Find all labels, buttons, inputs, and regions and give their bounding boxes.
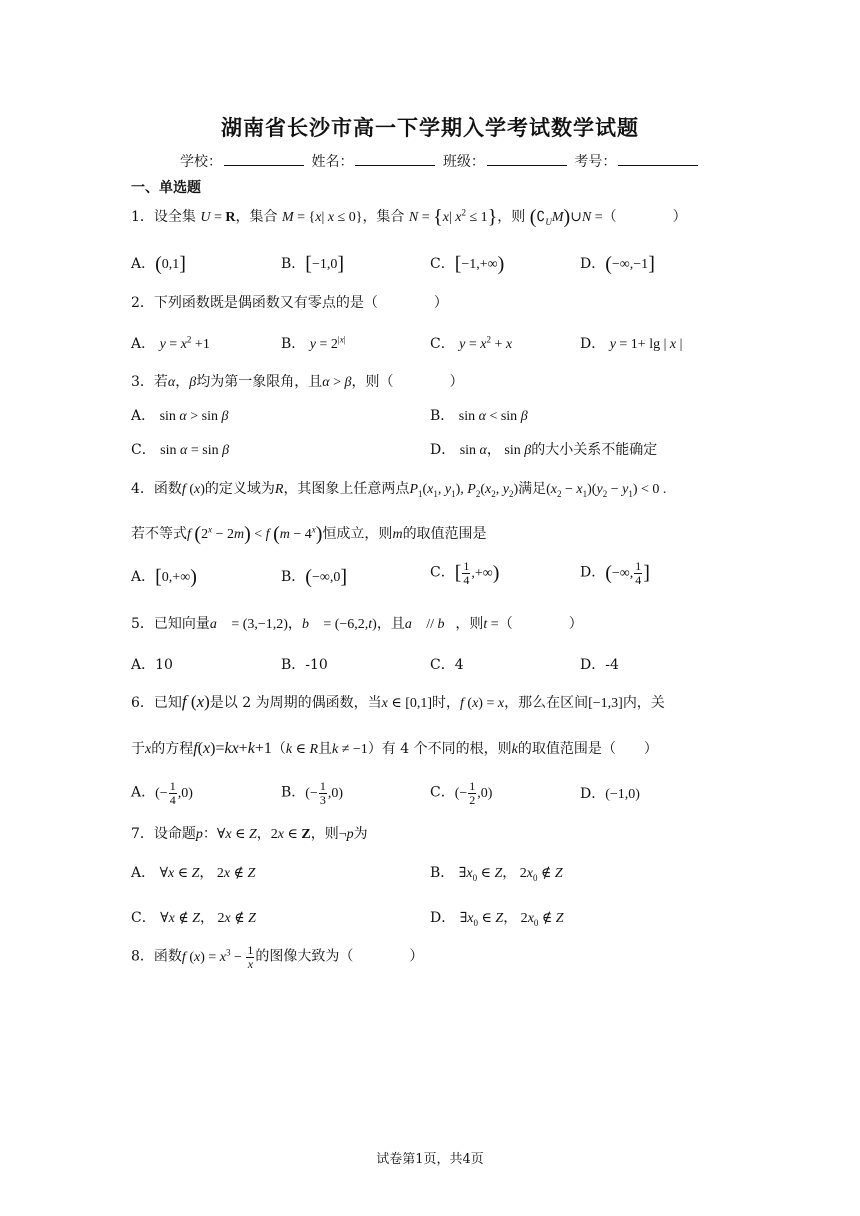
q5-vectors: a⃗ = (3,−1,2)，b⃗ = (−6,2,t) bbox=[209, 617, 377, 632]
q3-alpha: α bbox=[167, 375, 176, 390]
option-math: (0,1] bbox=[155, 253, 186, 275]
question-8 bbox=[131, 944, 423, 971]
option-label: B． bbox=[430, 865, 455, 881]
option-math: sin α > sin β bbox=[159, 409, 229, 424]
q2-option-c[interactable] bbox=[430, 333, 512, 353]
q1-math-n: N = {x| $x^2 \le 1$} bbox=[408, 206, 498, 228]
q1-math-expr: $(∁_UM)\cup N$ = bbox=[529, 206, 603, 228]
student-info-line bbox=[180, 151, 701, 171]
q7-option-a[interactable] bbox=[131, 862, 255, 882]
q1-text-b: ，集合 bbox=[235, 209, 278, 225]
q6-text-h: （ bbox=[271, 741, 286, 757]
q7-option-c[interactable] bbox=[131, 907, 256, 927]
q6-eq: f(x)=kx+k+1 bbox=[193, 740, 272, 757]
q4-points: $P_1(x_1$, $y_1$), $P_2(x_2$, $y_2$) bbox=[409, 482, 519, 499]
option-label: C． bbox=[430, 256, 455, 272]
option-label: B． bbox=[281, 256, 306, 272]
q6-x: x bbox=[145, 742, 152, 757]
q4-text-e: 若不等式 bbox=[131, 526, 187, 542]
option-math: ∀x ∉ Z， 2x ∉ Z bbox=[160, 911, 256, 926]
q5-text-b: ，且 bbox=[376, 616, 405, 632]
q7-p: p bbox=[195, 827, 203, 842]
q7-option-d[interactable] bbox=[430, 907, 564, 928]
q5-parallel: a⃗ // b⃗ bbox=[404, 617, 456, 632]
option-math: (− $\frac{1}{2}$ ,0) bbox=[454, 779, 493, 807]
q2-option-d[interactable] bbox=[580, 333, 682, 353]
q1-text-d: ，则 bbox=[497, 209, 526, 225]
q3-cond: α > β bbox=[322, 375, 352, 390]
section-heading: 一、单选题 bbox=[131, 180, 201, 196]
question-number: 7． bbox=[131, 826, 154, 842]
q6-text-g: 的方程 bbox=[151, 741, 194, 757]
q4-option-b[interactable] bbox=[281, 566, 347, 589]
answer-paren: （ ） bbox=[498, 616, 583, 632]
option-label: C． bbox=[131, 442, 156, 458]
page-title: 湖南省长沙市高一下学期入学考试数学试题 bbox=[221, 116, 639, 140]
option-label: A． bbox=[131, 336, 156, 352]
q3-text-b: ， bbox=[175, 374, 190, 390]
q5-text-a: 已知向量 bbox=[153, 616, 210, 632]
q3-option-d[interactable] bbox=[430, 439, 657, 459]
q1-option-b[interactable] bbox=[281, 253, 344, 276]
q6-text-i: 且 bbox=[318, 741, 332, 757]
q4-text-b: 的定义域为 bbox=[204, 481, 275, 497]
q5-option-c[interactable]: C．4 bbox=[430, 657, 464, 673]
option-math: $y = x^2 +1$ bbox=[159, 334, 210, 352]
option-math: $y = x^2 + x$ bbox=[459, 334, 513, 352]
q6-option-b[interactable] bbox=[281, 780, 343, 807]
question-number: 4． bbox=[131, 481, 154, 497]
option-label: B． bbox=[430, 408, 455, 424]
q3-text-c: 均为第一象限角，且 bbox=[196, 374, 323, 390]
q2-option-b[interactable] bbox=[281, 333, 346, 353]
option-label: A． bbox=[131, 569, 156, 585]
q6-interval: [−1,3] bbox=[588, 696, 623, 711]
q7-option-b[interactable] bbox=[430, 862, 563, 883]
option-label: D． bbox=[430, 442, 456, 458]
option-label: D． bbox=[580, 786, 606, 802]
q2-option-a[interactable] bbox=[131, 333, 210, 353]
q4-option-d[interactable] bbox=[580, 560, 650, 587]
question-6-line2 bbox=[131, 738, 658, 758]
q1-text-c: ，集合 bbox=[362, 209, 405, 225]
option-label: A． bbox=[131, 784, 156, 801]
option-math: sin α < sin β bbox=[458, 409, 528, 424]
q5-option-b[interactable]: B．-10 bbox=[281, 657, 328, 673]
q7-notp: ¬p bbox=[338, 827, 354, 842]
question-number: 8． bbox=[131, 948, 154, 965]
option-label: C． bbox=[430, 784, 455, 801]
school-blank[interactable] bbox=[224, 153, 304, 166]
q4-option-a[interactable] bbox=[131, 566, 197, 589]
name-label: 姓名： bbox=[311, 154, 354, 170]
option-math: (−∞, $\frac{1}{4}$ ] bbox=[605, 559, 650, 587]
question-number: 1． bbox=[131, 209, 154, 225]
q4-r: R bbox=[274, 482, 284, 497]
q6-kne: k ≠ −1 bbox=[332, 742, 368, 757]
q6-text-a: 已知 bbox=[153, 695, 182, 711]
q4-m: m bbox=[392, 527, 403, 542]
option-math: [ $\frac{1}{4}$ ,+∞) bbox=[454, 559, 500, 587]
option-label: D． bbox=[580, 256, 606, 272]
q1-math-m: M = {x| x ≤ 0} bbox=[281, 210, 363, 225]
option-math: (− $\frac{1}{3}$ ,0) bbox=[305, 779, 344, 807]
q1-option-c[interactable] bbox=[430, 253, 504, 276]
option-label: C． bbox=[131, 910, 156, 926]
q6-text-j: ）有 4 个不同的根，则 bbox=[367, 741, 512, 757]
option-math: $\exists x_0$ ∈ Z， $2x_0$ ∉ Z bbox=[458, 866, 563, 883]
option-label: B． bbox=[281, 336, 306, 352]
q6-text-k: 的取值范围是（ ） bbox=[517, 741, 658, 757]
option-math: $\exists x_0$ ∈ Z， $2x_0$ ∉ Z bbox=[459, 911, 564, 928]
q3-option-a[interactable] bbox=[131, 405, 229, 425]
q6-fdef: f (x) = x bbox=[460, 696, 505, 711]
q7-text-c: ， bbox=[256, 826, 271, 842]
question-number: 6． bbox=[131, 695, 154, 711]
q4-text-c: ，其图象上任意两点 bbox=[283, 481, 410, 497]
q6-k: k ∈ R bbox=[285, 742, 318, 757]
question-2 bbox=[131, 292, 448, 312]
q4-text-f: 恒成立，则 bbox=[322, 526, 393, 542]
q6-fx: f (x) bbox=[181, 692, 210, 711]
option-math: (−∞,−1] bbox=[605, 253, 655, 275]
option-label: D． bbox=[430, 910, 456, 926]
q5-t: t = bbox=[483, 617, 499, 632]
q3-text-a: 若 bbox=[153, 374, 168, 390]
option-label: C． bbox=[430, 564, 455, 581]
option-math: (− $\frac{1}{4}$ ,0) bbox=[155, 779, 193, 807]
question-number: 5． bbox=[131, 616, 154, 632]
q7-text-e: 为 bbox=[353, 826, 368, 842]
q7-text-a: 设命题 bbox=[153, 826, 196, 842]
option-math: y = 1+ lg | x | bbox=[609, 337, 683, 352]
q3-beta: β bbox=[189, 375, 197, 390]
option-label: B． bbox=[281, 784, 306, 801]
school-label: 学校： bbox=[180, 154, 222, 170]
q1-option-a[interactable] bbox=[131, 253, 186, 276]
q7-forall: ∀x ∈ Z bbox=[216, 827, 257, 842]
q6-text-c: 时， bbox=[432, 695, 461, 711]
option-math: [0,+∞) bbox=[155, 566, 197, 588]
q5-text-c: ，则 bbox=[455, 616, 484, 632]
class-blank[interactable] bbox=[487, 153, 567, 166]
option-label: A． bbox=[131, 256, 156, 272]
option-math: [−1,0] bbox=[305, 253, 345, 275]
q6-text-d: ，那么在区间 bbox=[504, 695, 589, 711]
question-3 bbox=[131, 371, 464, 391]
q3-text-d: ，则（ ） bbox=[351, 374, 464, 390]
q4-text-g: 的取值范围是 bbox=[402, 526, 487, 542]
option-math: $y = 2^{|x|}$ bbox=[309, 334, 346, 352]
q6-text-f: 于 bbox=[131, 741, 145, 757]
q1-option-d[interactable] bbox=[580, 253, 655, 276]
question-7 bbox=[131, 823, 368, 843]
q4-text-d: 满足 bbox=[518, 481, 547, 497]
name-blank[interactable] bbox=[355, 153, 435, 166]
q6-option-a[interactable] bbox=[131, 780, 193, 807]
question-6 bbox=[131, 692, 665, 712]
page-footer: 试卷第1页，共4页 bbox=[376, 1152, 484, 1167]
q4-option-c[interactable] bbox=[430, 560, 499, 587]
question-4 bbox=[131, 478, 666, 499]
q4-ineq: f $(2^x - 2m) < f$ $(m - 4^x)$ bbox=[187, 523, 323, 545]
q7-text-b: ： bbox=[202, 826, 217, 842]
q4-fx: f (x) bbox=[181, 482, 205, 497]
option-math: [−1,+∞) bbox=[454, 253, 505, 275]
q6-option-d[interactable] bbox=[580, 783, 640, 803]
option-text: 的大小关系不能确定 bbox=[531, 442, 658, 458]
q6-text-b: 是以 2 为周期的偶函数，当 bbox=[209, 695, 382, 711]
question-1 bbox=[131, 206, 687, 229]
answer-paren: （ ） bbox=[602, 209, 687, 225]
option-label: C． bbox=[430, 336, 455, 352]
question-number: 2． bbox=[131, 295, 154, 311]
number-label: 考号： bbox=[574, 154, 617, 170]
q6-range: x ∈ [0,1] bbox=[381, 696, 433, 711]
q6-k2: k bbox=[511, 742, 518, 757]
q7-2x: 2x ∈ Z bbox=[270, 827, 311, 842]
question-number: 3． bbox=[131, 374, 154, 390]
q4-text-a: 函数 bbox=[153, 481, 182, 497]
q1-text-a: 设全集 bbox=[153, 209, 196, 225]
q6-text-e: 内，关 bbox=[622, 695, 665, 711]
q3-option-c[interactable] bbox=[131, 439, 229, 459]
q1-math-u: U = R bbox=[200, 210, 236, 225]
option-label: A． bbox=[131, 865, 156, 881]
option-label: B． bbox=[281, 569, 306, 585]
class-label: 班级： bbox=[442, 154, 485, 170]
q6-option-c[interactable] bbox=[430, 780, 492, 807]
option-math: sin α = sin β bbox=[160, 443, 230, 458]
q5-option-d[interactable]: D．-4 bbox=[580, 657, 619, 673]
q8-text-a: 函数 bbox=[153, 948, 182, 965]
q2-text: 下列函数既是偶函数又有零点的是（ ） bbox=[153, 295, 448, 311]
q5-option-a[interactable]: A．10 bbox=[131, 657, 173, 673]
option-label: D． bbox=[580, 564, 606, 581]
question-5 bbox=[131, 613, 583, 633]
q8-text-b: 的图像大致为（ ） bbox=[255, 948, 424, 965]
option-label: A． bbox=[131, 408, 156, 424]
option-math: sin α， sin β bbox=[459, 443, 532, 458]
q4-cond: $(x_2 - x_1)(y_2 - y_1) < 0$ . bbox=[546, 482, 667, 499]
option-math: ∀x ∈ Z， 2x ∉ Z bbox=[159, 866, 256, 881]
number-blank[interactable] bbox=[618, 153, 698, 166]
option-math: (−∞,0] bbox=[305, 566, 348, 588]
q8-fx: f $(x) = x^3$ − $\frac{1}{x}$ bbox=[181, 943, 254, 971]
option-math: (−1,0) bbox=[605, 787, 640, 802]
question-4-line2 bbox=[131, 523, 487, 546]
option-label: D． bbox=[580, 336, 606, 352]
q7-text-d: ，则 bbox=[310, 826, 339, 842]
q3-option-b[interactable] bbox=[430, 405, 528, 425]
